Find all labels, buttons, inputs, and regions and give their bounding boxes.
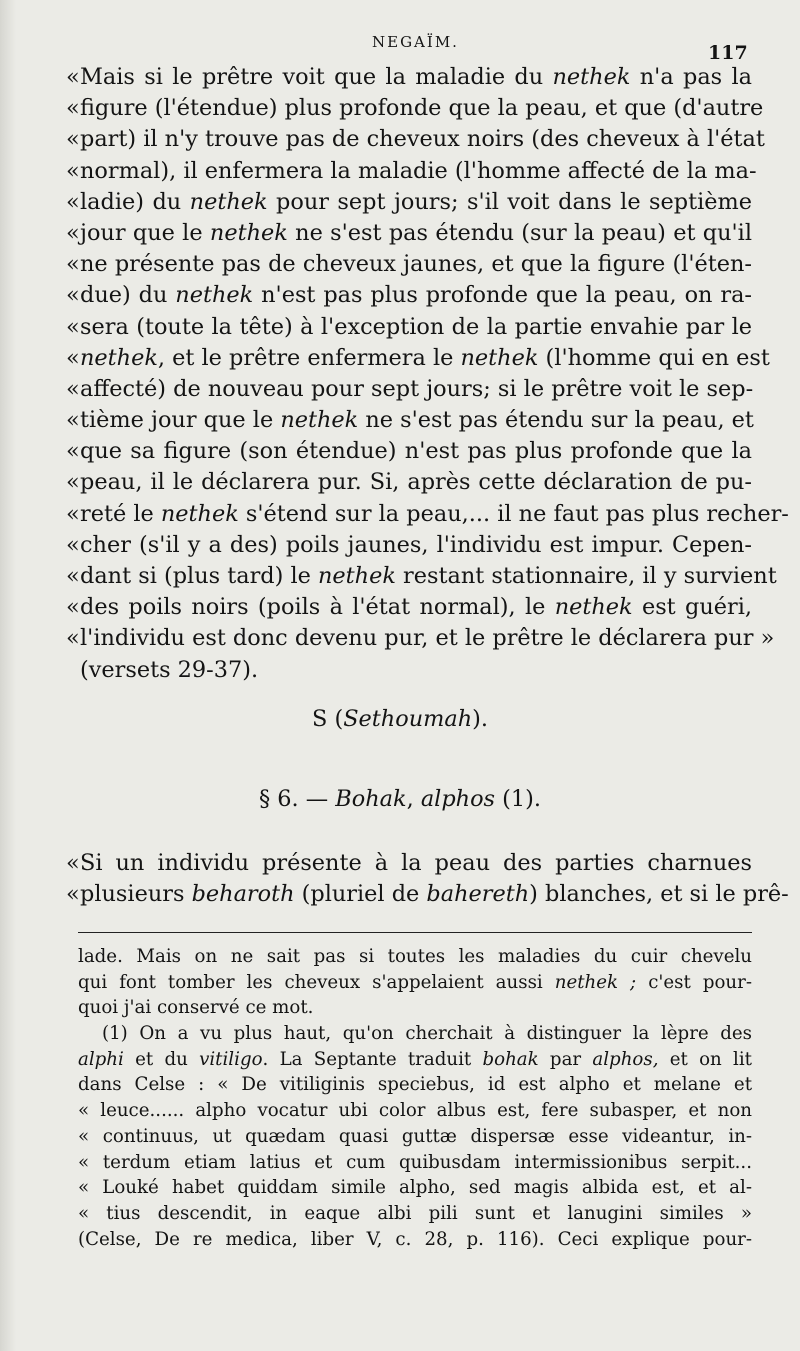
text-line: «cher (s'il y a des) poils jaunes, l'individu est impur. Cepen- bbox=[66, 531, 752, 558]
section-heading: § 6. — Bohak, alphos (1). bbox=[258, 786, 542, 812]
text-line: «reté le nethek s'étend sur la peau,... il ne faut pas plus recher- bbox=[66, 500, 789, 527]
main-paragraph bbox=[66, 62, 789, 686]
text-line: «que sa figure (son étendue) n'est pas plus profonde que la bbox=[66, 438, 752, 465]
text-line: «des poils noirs (poils à l'état normal), le nethek est guéri, bbox=[66, 594, 752, 621]
text-line: «tième jour que le nethek ne s'est pas étendu sur la peau, et bbox=[66, 407, 754, 434]
text-line: «ne présente pas de cheveux jaunes, et que la figure (l'éten- bbox=[66, 251, 752, 278]
text-line: «figure (l'étendue) plus profonde que la peau, et que (d'autre bbox=[66, 95, 764, 122]
text-line: «peau, il le déclarera pur. Si, après cette déclaration de pu- bbox=[66, 469, 752, 496]
text-line: «ladie) du nethek pour sept jours; s'il voit dans le septième bbox=[66, 188, 752, 215]
footnote-1-line: (Celse, De re medica, liber V, c. 28, p. 116). Ceci explique pour- bbox=[78, 1228, 752, 1250]
subheading-sethoumah: S (Sethoumah). bbox=[312, 706, 488, 732]
footnotes bbox=[78, 944, 752, 1252]
text-line: (versets 29-37). bbox=[80, 656, 259, 683]
footnote-line: lade. Mais on ne sait pas si toutes les maladies du cuir chevelu bbox=[78, 946, 752, 967]
footnote-1-line: « continuus, ut quædam quasi guttæ dispersæ esse videantur, in- bbox=[78, 1125, 752, 1147]
footnote-1-line: « leuce...... alpho vocatur ubi color albus est, fere subasper, et non bbox=[78, 1100, 752, 1122]
page-header bbox=[0, 30, 800, 64]
footnote-line: qui font tomber les cheveux s'appelaient aussi nethek ; c'est pour- bbox=[78, 971, 752, 993]
text-line: «plusieurs beharoth (pluriel de bahereth) blanches, et si le prê- bbox=[66, 881, 789, 908]
text-line: «dant si (plus tard) le nethek restant stationnaire, il y survient bbox=[66, 563, 777, 589]
text-line: «affecté) de nouveau pour sept jours; si le prêtre voit le sep- bbox=[66, 375, 754, 402]
section-paragraph bbox=[66, 848, 789, 910]
page-number: 117 bbox=[708, 42, 748, 64]
text-line: «nethek, et le prêtre enfermera le nethek (l'homme qui en est bbox=[66, 344, 770, 371]
text-line: «part) il n'y trouve pas de cheveux noirs (des cheveux à l'état bbox=[66, 126, 765, 153]
footnote-1-line: « tius descendit, in eaque albi pili sunt et lanugini similes » bbox=[78, 1202, 752, 1224]
footnote-1-line: (1) On a vu plus haut, qu'on cherchait à distinguer la lèpre des bbox=[102, 1023, 752, 1045]
page-gutter-shadow bbox=[0, 0, 16, 1351]
text-line: «due) du nethek n'est pas plus profonde que la peau, on ra- bbox=[66, 282, 752, 309]
text-line: «normal), il enfermera la maladie (l'homme affecté de la ma- bbox=[66, 157, 757, 184]
footnote-1-line: alphi et du vitiligo. La Septante traduit bohak par alphos, et on lit bbox=[78, 1048, 752, 1070]
text-line: «l'individu est donc devenu pur, et le prêtre le déclarera pur » bbox=[66, 625, 775, 652]
footnote-1-line: dans Celse : « De vitiliginis speciebus, id est alpho et melane et bbox=[78, 1074, 752, 1096]
text-line: «Si un individu présente à la peau des parties charnues bbox=[66, 850, 752, 876]
text-line: «Mais si le prêtre voit que la maladie du nethek n'a pas la bbox=[66, 64, 752, 90]
running-title: NEGAÏM. bbox=[372, 33, 459, 51]
text-line: «sera (toute la tête) à l'exception de la partie envahie par le bbox=[66, 313, 752, 340]
footnote-line: quoi j'ai conservé ce mot. bbox=[78, 997, 314, 1019]
footnote-rule bbox=[78, 932, 752, 933]
footnote-1-line: « terdum etiam latius et cum quibusdam intermissionibus serpit... bbox=[78, 1151, 752, 1173]
footnote-1-line: « Louké habet quiddam simile alpho, sed magis albida est, et al- bbox=[78, 1177, 752, 1199]
text-line: «jour que le nethek ne s'est pas étendu (sur la peau) et qu'il bbox=[66, 219, 752, 246]
